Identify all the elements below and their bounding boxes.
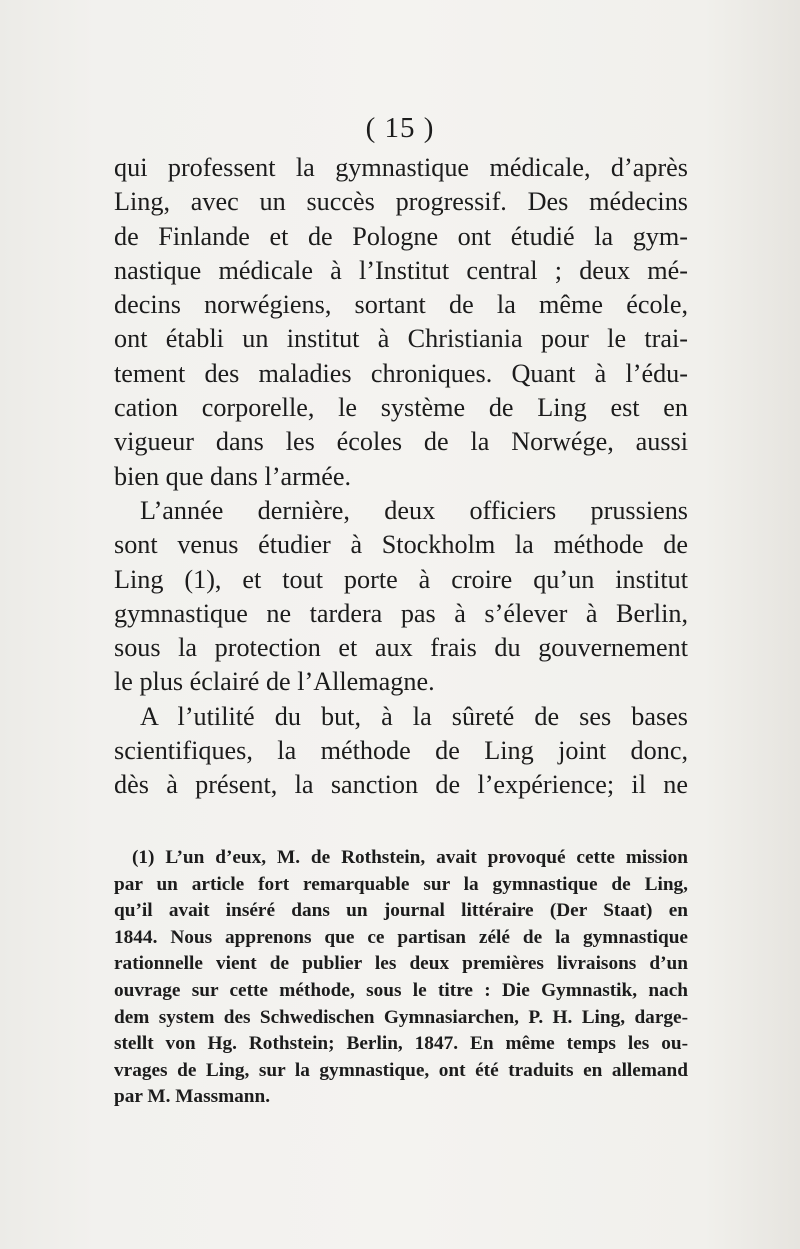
body-text [114, 151, 688, 803]
body-line: le plus éclairé de l’Allemagne. [114, 667, 435, 697]
footnote-line: stellt von Hg. Rothstein; Berlin, 1847. En même temps les ou- [114, 1033, 688, 1055]
footnote-line: 1844. Nous apprenons que ce partisan zélé de la gymnastique [114, 926, 688, 948]
page-number: ( 15 ) [365, 112, 435, 144]
body-line: Ling, avec un succès progressif. Des médecins [114, 187, 688, 217]
body-line: qui professent la gymnastique médicale, d’après [114, 153, 688, 182]
body-line: tement des maladies chroniques. Quant à l’édu- [114, 358, 688, 388]
footnote-line: dem system des Schwedischen Gymnasiarchen, P. H. Ling, darge- [114, 1006, 688, 1028]
body-line: decins norwégiens, sortant de la même école, [114, 290, 688, 320]
body-line: sont venus étudier à Stockholm la méthode de [114, 530, 688, 560]
footnote-line: par un article fort remarquable sur la gymnastique de Ling, [114, 873, 688, 895]
body-line: vigueur dans les écoles de la Norwége, aussi [114, 427, 688, 457]
footnote-line: vrages de Ling, sur la gymnastique, ont été traduits en allemand [114, 1059, 688, 1081]
body-line: gymnastique ne tardera pas à s’élever à Berlin, [114, 598, 688, 628]
footnote-line: rationnelle vient de publier les deux premières livraisons d’un [114, 953, 688, 975]
body-line: ont établi un institut à Christiania pour le trai- [114, 324, 688, 354]
body-line: scientifiques, la méthode de Ling joint donc, [114, 736, 688, 766]
body-line: cation corporelle, le système de Ling est en [114, 393, 688, 423]
footnote-line: (1) L’un d’eux, M. de Rothstein, avait provoqué cette mission [132, 847, 688, 868]
footnote-line: ouvrage sur cette méthode, sous le titre : Die Gymnastik, nach [114, 979, 688, 1001]
body-line: de Finlande et de Pologne ont étudié la gym- [114, 221, 688, 251]
body-line: Ling (1), et tout porte à croire qu’un institut [114, 564, 688, 594]
footnote [114, 845, 688, 1111]
body-line: A l’utilité du but, à la sûreté de ses bases [140, 701, 688, 731]
body-line: bien que dans l’armée. [114, 461, 352, 491]
footnote-line: par M. Massmann. [114, 1086, 271, 1108]
body-line: L’année dernière, deux officiers prussiens [140, 495, 688, 525]
body-line: sous la protection et aux frais du gouvernement [114, 633, 688, 663]
body-line: dès à présent, la sanction de l’expérience; il ne [114, 770, 688, 800]
body-line: nastique médicale à l’Institut central ; deux mé- [114, 255, 688, 285]
footnote-line: qu’il avait inséré dans un journal littéraire (Der Staat) en [114, 900, 688, 922]
